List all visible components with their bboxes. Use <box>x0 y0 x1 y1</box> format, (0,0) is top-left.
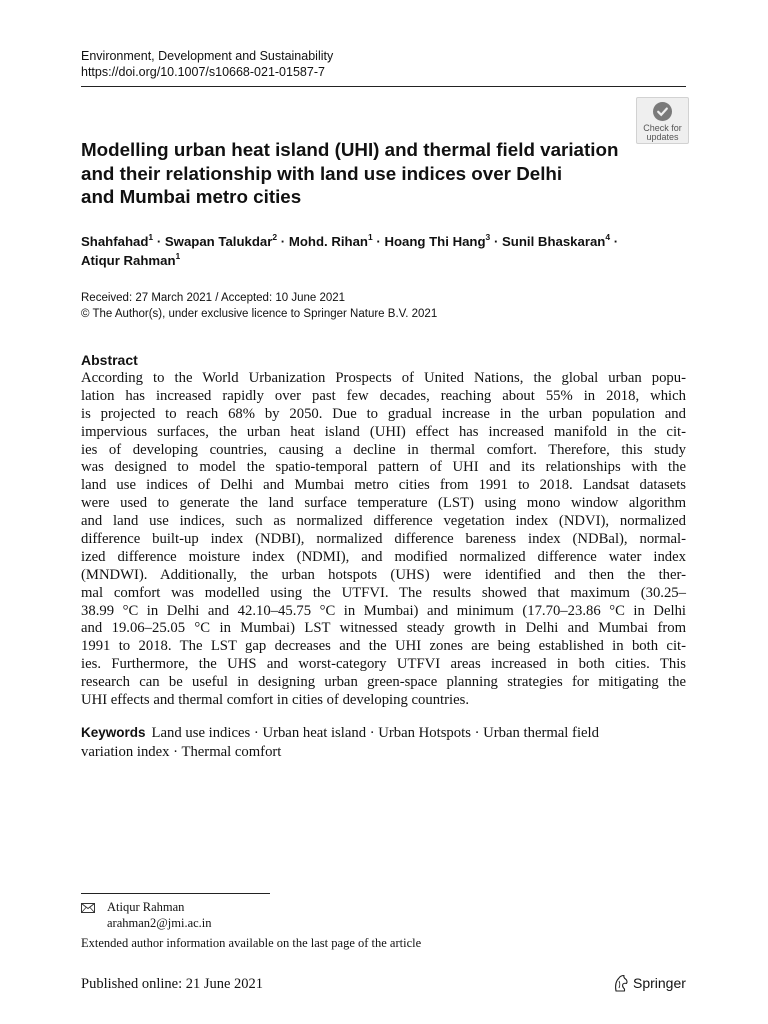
abstract-line: impervious surfaces, the urban heat island (UHI) effect has increased manifold in the cit- <box>81 423 686 440</box>
author-list: Shahfahad$^1$ · Swapan Talukdar$^2$ · Mohd. Rihan$^1$ · Hoang Thi Hang$^3$ · Sunil Bhaskaran$^4$ · Atiqur Rahman$^1$ <box>81 231 619 268</box>
author-name[interactable]: Sunil Bhaskaran <box>502 234 606 249</box>
abstract-line: mal comfort was modelled using the UTFVI. The results showed that maximum (30.25– <box>81 584 686 601</box>
abstract-line: research can be useful in designing urban green-space planning strategies for mitigating the <box>81 674 686 691</box>
publisher-name: Springer <box>633 975 686 991</box>
abstract-line: According to the World Urbanization Prospects of United Nations, the global urban popu- <box>81 370 686 386</box>
publication-dates <box>81 291 437 322</box>
keywords-section <box>81 723 686 762</box>
corresponding-author-name: Atiqur Rahman <box>107 900 185 914</box>
affiliation-mark: 1 <box>148 231 154 242</box>
corresponding-author-email[interactable]: arahman2@jmi.ac.in <box>107 916 212 930</box>
keywords-line-2: variation index · Thermal comfort <box>81 744 282 760</box>
journal-name: Environment, Development and Sustainability <box>81 49 334 63</box>
author-name[interactable]: Swapan Talukdar <box>164 234 273 249</box>
abstract-line: 1991 to 2018. The LST gap decreases and the UHI zones are being established in both cit- <box>81 638 686 655</box>
abstract-line: ies. Furthermore, the UHS and worst-category UTFVI areas increased in both cities. This <box>81 656 686 673</box>
keywords-heading: Keywords <box>81 725 146 740</box>
extended-author-info: Extended author information available on the last page of the article <box>81 936 422 950</box>
envelope-icon <box>81 903 95 913</box>
abstract-line: ies of developing countries, causing a decline in thermal comfort. Therefore, this study <box>81 441 686 458</box>
affiliation-mark: 1 <box>367 231 373 242</box>
doi-link[interactable]: https://doi.org/10.1007/s10668-021-01587-7 <box>81 65 325 79</box>
abstract-body <box>81 370 686 710</box>
journal-header <box>81 48 333 80</box>
abstract-line: UHI effects and thermal comfort in cities of developing countries. <box>81 692 470 709</box>
abstract-line: (MNDWI). Additionally, the urban hotspots (UHS) were identified and then the ther- <box>81 566 686 583</box>
copyright-notice: © The Author(s), under exclusive licence to Springer Nature B.V. 2021 <box>81 307 438 320</box>
abstract-line: 38.99 °C in Delhi and 42.10–45.75 °C in Mumbai) and minimum (17.70–23.86 °C in Delhi <box>81 602 686 619</box>
abstract-line: difference built-up index (NDBI), normalized difference bareness index (NDBal), normal- <box>81 531 686 548</box>
affiliation-mark: 4 <box>605 231 611 242</box>
keywords-line-1: Land use indices · Urban heat island · Urban Hotspots · Urban thermal field <box>151 725 599 741</box>
title-line: Modelling urban heat island (UHI) and thermal field variation <box>81 139 619 160</box>
title-line: and Mumbai metro cities <box>81 186 302 207</box>
springer-horse-icon <box>612 974 629 993</box>
header-rule <box>81 86 686 87</box>
abstract-line: and land use indices, such as normalized difference vegetation index (NDVI), normalized <box>81 513 686 530</box>
abstract-line: ized difference moisture index (NDMI), and modified normalized difference water index <box>81 548 686 565</box>
abstract-heading: Abstract <box>81 352 138 368</box>
author-name[interactable]: Mohd. Rihan <box>288 234 368 249</box>
author-name[interactable]: Atiqur Rahman <box>81 253 176 268</box>
abstract-line: was designed to model the spatio-temporal pattern of UHI and its relationships with the <box>81 459 686 476</box>
paper-title <box>81 138 661 209</box>
published-online-date: Published online: 21 June 2021 <box>81 976 264 992</box>
affiliation-mark: 1 <box>175 250 181 261</box>
abstract-line: lation has increased rapidly over past few decades, reaching about 55% in 2018, which <box>81 387 686 404</box>
received-accepted: Received: 27 March 2021 / Accepted: 10 June 2021 <box>81 292 346 304</box>
title-line: and their relationship with land use indices over Delhi <box>81 162 563 184</box>
affiliation-mark: 3 <box>485 231 491 242</box>
corresponding-author <box>107 899 212 931</box>
badge-label-1: Check for <box>643 123 682 133</box>
check-for-updates-icon <box>652 101 673 122</box>
abstract-line: land use indices of Delhi and Mumbai metro cities from 1991 to 2018. Landsat datasets <box>81 477 686 494</box>
author-name[interactable]: Hoang Thi Hang <box>384 234 486 249</box>
affiliation-mark: 2 <box>272 231 278 242</box>
abstract-line: were used to generate the land surface temperature (LST) using mono window algorithm <box>81 495 686 512</box>
abstract-line: is projected to reach 68% by 2050. Due to gradual increase in the urban population and <box>81 405 686 422</box>
check-for-updates-badge[interactable] <box>636 97 689 144</box>
footnote-rule <box>81 893 270 894</box>
badge-label-2: updates <box>646 132 679 142</box>
abstract-line: and 19.06–25.05 °C in Mumbai) LST witnessed steady growth in Delhi and Mumbai from <box>81 620 686 637</box>
author-name[interactable]: Shahfahad <box>81 234 149 249</box>
